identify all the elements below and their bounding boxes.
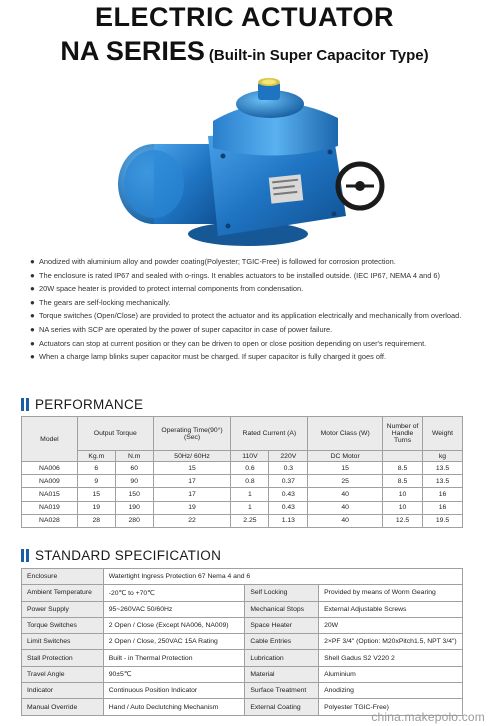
bullet-icon: ● [30, 338, 35, 348]
spec-value: Aluminium [319, 666, 463, 682]
cell-motor: 15 [308, 462, 383, 475]
cell-220v: 0.37 [269, 475, 308, 488]
list-item [30, 257, 475, 267]
feature-text: When a charge lamp blinks super capacitor must be charged. If super capacitor is fully charged it goes off. [39, 352, 386, 362]
spec-value: Shell Gadus S2 V220 2 [319, 650, 463, 666]
col-model: Model [22, 417, 78, 462]
cell-220v: 0.43 [269, 488, 308, 501]
electric-actuator-product-photo [98, 76, 388, 254]
spec-key: Indicator [22, 683, 104, 699]
page-title: ELECTRIC ACTUATOR [95, 2, 394, 32]
cell-kgm: 28 [77, 514, 115, 527]
cell-time: 22 [153, 514, 231, 527]
spec-key: Power Supply [22, 601, 104, 617]
spec-key: Enclosure [22, 569, 104, 585]
cell-turns: 8.5 [383, 475, 423, 488]
spec-value: Anodizing [319, 683, 463, 699]
cell-model: NA028 [22, 514, 78, 527]
spec-key: Torque Switches [22, 617, 104, 633]
cell-weight: 13.5 [423, 462, 463, 475]
spec-value: 2×PF 3/4" (Option: M20xPitch1.5, NPT 3/4") [319, 634, 463, 650]
table-unit-row [22, 451, 463, 462]
cell-220v: 1.13 [269, 514, 308, 527]
list-item [30, 284, 475, 294]
cell-turns: 10 [383, 488, 423, 501]
cell-weight: 16 [423, 501, 463, 514]
bullet-icon: ● [30, 311, 35, 321]
performance-table [21, 416, 463, 528]
cell-kgm: 9 [77, 475, 115, 488]
col-operating-time: Operating Time(90°) (Sec) [153, 417, 231, 451]
table-row [22, 488, 463, 501]
cell-model: NA015 [22, 488, 78, 501]
spec-value: Watertight Ingress Protection 67 Nema 4 and 6 [103, 569, 462, 585]
cell-motor: 25 [308, 475, 383, 488]
table-row [22, 617, 463, 633]
list-item [30, 352, 475, 362]
table-row [22, 475, 463, 488]
table-row [22, 650, 463, 666]
spec-value: 20W [319, 617, 463, 633]
feature-text: Torque switches (Open/Close) are provided to protect the actuator and its application electrically and mechanically from overload. [39, 311, 462, 321]
spec-value: Polyester TGIC-Free) [319, 699, 463, 715]
section-bar-icon [21, 549, 24, 562]
col-rated-current: Rated Current (A) [231, 417, 308, 451]
cell-110v: 1 [231, 488, 269, 501]
bullet-icon: ● [30, 284, 35, 294]
feature-text: NA series with SCP are operated by the power of super capacitor in case of power failure. [39, 324, 333, 334]
feature-text: 20W space heater is provided to protect internal components from condensation. [39, 284, 304, 294]
spec-key: Self Locking [245, 585, 319, 601]
spec-key: Limit Switches [22, 634, 104, 650]
cell-turns: 12.5 [383, 514, 423, 527]
spec-key: Surface Treatment [245, 683, 319, 699]
spec-key: Manual Override [22, 699, 104, 715]
cell-time: 19 [153, 501, 231, 514]
spec-key: Material [245, 666, 319, 682]
unit-kg: kg [423, 451, 463, 462]
table-row [22, 514, 463, 527]
spec-value: Built - in Thermal Protection [103, 650, 245, 666]
spec-value: External Adjustable Screws [319, 601, 463, 617]
list-item [30, 339, 475, 349]
table-row [22, 601, 463, 617]
cell-turns: 8.5 [383, 462, 423, 475]
unit-dc: DC Motor [308, 451, 383, 462]
table-row [22, 585, 463, 601]
cell-kgm: 19 [77, 501, 115, 514]
cell-time: 17 [153, 475, 231, 488]
spec-value: 2 Open / Close (Except NA006, NA009) [103, 617, 245, 633]
bullet-icon: ● [30, 352, 35, 362]
table-row [22, 666, 463, 682]
spec-key: Space Heater [245, 617, 319, 633]
section-bar-icon [26, 398, 29, 411]
cell-turns: 10 [383, 501, 423, 514]
unit-220v: 220V [269, 451, 308, 462]
spec-value: Continuous Position Indicator [103, 683, 245, 699]
list-item [30, 271, 475, 281]
cell-nm: 280 [115, 514, 153, 527]
feature-text: Actuators can stop at current position or they can be driven to open or close position depending on user's requirement. [39, 338, 427, 348]
cell-110v: 0.8 [231, 475, 269, 488]
list-item [30, 325, 475, 335]
cell-220v: 0.43 [269, 501, 308, 514]
cell-nm: 90 [115, 475, 153, 488]
table-row [22, 569, 463, 585]
spec-key: Stall Protection [22, 650, 104, 666]
unit-nm: N.m [115, 451, 153, 462]
cell-motor: 40 [308, 488, 383, 501]
cell-weight: 16 [423, 488, 463, 501]
cell-time: 15 [153, 462, 231, 475]
section-bar-icon [21, 398, 24, 411]
spec-value: Hand / Auto Declutching Mechanism [103, 699, 245, 715]
col-output-torque: Output Torque [77, 417, 153, 451]
cell-model: NA019 [22, 501, 78, 514]
table-header-row [22, 417, 463, 451]
cell-weight: 13.5 [423, 475, 463, 488]
list-item [30, 298, 475, 308]
performance-heading-label: PERFORMANCE [35, 396, 144, 412]
spec-key: External Coating [245, 699, 319, 715]
feature-text: The enclosure is rated IP67 and sealed with o-rings. It enables actuators to be installed outside. (IEC IP67, NEMA 4 and 6) [39, 270, 440, 280]
spec-key: Ambient Temperature [22, 585, 104, 601]
spec-value: 90±5℃ [103, 666, 245, 682]
cell-110v: 1 [231, 501, 269, 514]
bullet-icon: ● [30, 270, 35, 280]
table-row [22, 683, 463, 699]
watermark: china.makepolo.com [371, 710, 485, 724]
unit-hz: 50Hz/ 60Hz [153, 451, 231, 462]
cell-220v: 0.3 [269, 462, 308, 475]
feature-list [30, 257, 475, 366]
spec-value: Provided by means of Worm Gearing [319, 585, 463, 601]
section-bar-icon [26, 549, 29, 562]
spec-key: Lubrication [245, 650, 319, 666]
bullet-icon: ● [30, 257, 35, 266]
list-item [30, 311, 475, 321]
unit-kgm: Kg.m [77, 451, 115, 462]
unit-turns [383, 451, 423, 462]
unit-110v: 110V [231, 451, 269, 462]
cell-kgm: 15 [77, 488, 115, 501]
cell-nm: 150 [115, 488, 153, 501]
spec-key: Cable Entries [245, 634, 319, 650]
feature-text: Anodized with aluminium alloy and powder coating(Polyester; TGIC-Free) is followed for corrosion protection. [39, 257, 396, 266]
bullet-icon: ● [30, 297, 35, 307]
cell-nm: 60 [115, 462, 153, 475]
spec-key: Mechanical Stops [245, 601, 319, 617]
cell-motor: 40 [308, 514, 383, 527]
series-name: NA SERIES [60, 36, 205, 66]
spec-value: 2 Open / Close, 250VAC 15A Rating [103, 634, 245, 650]
table-row [22, 462, 463, 475]
spec-value: -20℃ to +70℃ [103, 585, 245, 601]
cell-nm: 190 [115, 501, 153, 514]
performance-heading [21, 396, 143, 412]
bullet-icon: ● [30, 324, 35, 334]
specification-heading [21, 547, 221, 563]
col-handle-turns: Number of Handle Turns [383, 417, 423, 451]
cell-time: 17 [153, 488, 231, 501]
specification-heading-label: STANDARD SPECIFICATION [35, 547, 222, 563]
cell-kgm: 6 [77, 462, 115, 475]
specification-table [21, 568, 463, 716]
col-weight: Weight [423, 417, 463, 451]
spec-value: 95~260VAC 50/60Hz [103, 601, 245, 617]
cell-110v: 0.6 [231, 462, 269, 475]
series-subtitle: (Built-in Super Capacitor Type) [208, 47, 429, 64]
cell-model: NA009 [22, 475, 78, 488]
cell-weight: 19.5 [423, 514, 463, 527]
cell-model: NA006 [22, 462, 78, 475]
cell-motor: 40 [308, 501, 383, 514]
col-motor-class: Motor Class (W) [308, 417, 383, 451]
series-title [0, 36, 489, 67]
table-row [22, 634, 463, 650]
spec-key: Travel Angle [22, 666, 104, 682]
table-row [22, 501, 463, 514]
feature-text: The gears are self-locking mechanically. [39, 297, 171, 307]
cell-110v: 2.25 [231, 514, 269, 527]
